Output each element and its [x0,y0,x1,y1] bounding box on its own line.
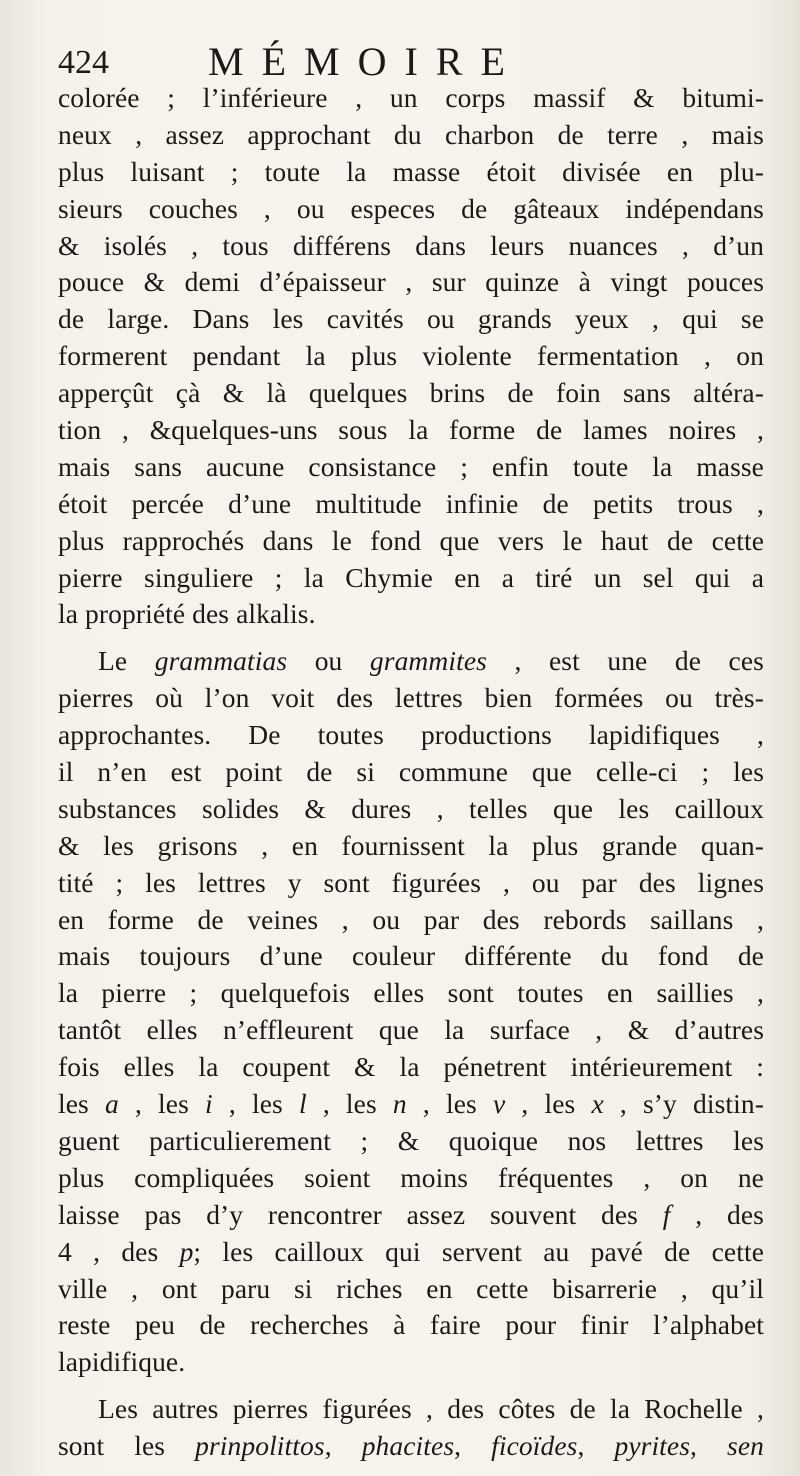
text-line [58,1234,764,1271]
term-grammites: grammites [369,645,487,677]
text-span: Le [98,645,128,677]
text-span: , les [422,1088,477,1120]
text-line: en forme de veines , ou par des rebords saillans , [58,903,764,935]
text-line: apperçût çà & là quelques brins de foin sans altéra- [58,377,764,409]
text-line: de large. Dans les cavités ou grands yeux , qui se [58,303,764,335]
letter-f: f [662,1198,671,1230]
text-span: , les [228,1088,283,1120]
text-span: , des [695,1198,764,1230]
page-number: 424 [58,44,109,81]
text-line: mais toujours d’une couleur différente du fond de [58,940,764,972]
letter-v: v [492,1088,506,1120]
term-grammatias: grammatias [154,645,288,677]
text-line: plus rapprochés dans le fond que vers le haut de cette [58,524,764,556]
text-line: tion , &quelques-uns sous la forme de lames noires , [58,414,764,446]
separator: , [690,1430,698,1462]
text-line: ville , ont paru si riches en cette bisarrerie , qu’il [58,1272,764,1304]
text-line [58,1197,764,1234]
term-phacites: phacites [361,1430,455,1462]
text-line [58,1428,764,1465]
text-line: neux , assez approchant du charbon de terre , mais [58,118,764,150]
text-line: pouce & demi d’épaisseur , sur quinze à vingt pouces [58,266,764,298]
text-line: pierres où l’on voit des lettres bien formées ou très- [58,682,764,714]
text-line: formerent pendant la plus violente fermentation , on [58,340,764,372]
text-span: les [58,1088,89,1120]
text-line: mais sans aucune consistance ; enfin toute la masse [58,450,764,482]
text-span: , est une de ces [514,645,764,677]
text-line: & isolés , tous différens dans leurs nuances , d’un [58,229,764,261]
term-pyrites: pyrites [614,1430,691,1462]
paragraph-2 [58,643,764,1381]
text-span: sont les [58,1430,166,1462]
text-span: , s’y distin- [619,1088,764,1120]
text-span: ou [314,645,343,677]
text-line: lapidifique. [58,1346,186,1378]
text-line: approchantes. De toutes productions lapidifiques , [58,719,764,751]
text-line: il n’en est point de si commune que celle-ci ; les [58,756,764,788]
text-line: plus luisant ; toute la masse étoit divisée en plu- [58,155,764,187]
text-span: , les [322,1088,377,1120]
text-line: tantôt elles n’effleurent que la surface , & d’autres [58,1014,764,1046]
text-line: guent particulierement ; & quoique nos lettres les [58,1124,764,1156]
text-line: pierre singuliere ; la Chymie en a tiré un sel qui a [58,561,764,593]
text-line: Les autres pierres figurées , des côtes de la Rochelle , [98,1393,764,1425]
body-text [58,80,764,1465]
text-span: 4 , des [58,1235,159,1267]
letter-l: l [298,1088,307,1120]
letter-n: n [392,1088,407,1120]
separator: , [577,1430,585,1462]
text-line: plus compliquées soient moins fréquentes , on ne [58,1161,764,1193]
text-line: la propriété des alkalis. [58,598,316,630]
text-span: laisse pas d’y rencontrer assez souvent des [58,1198,638,1230]
text-line: sieurs couches , ou especes de gâteaux indépendans [58,192,764,224]
text-line [58,1086,764,1123]
letter-i: i [205,1088,213,1120]
term-sen: sen [727,1430,764,1462]
text-line [58,643,764,680]
term-prinpolittos: prinpolittos [195,1430,325,1462]
separator: , [324,1430,332,1462]
running-title: MÉMOIRE [208,39,523,84]
text-line: tité ; les lettres y sont figurées , ou par des lignes [58,866,764,898]
text-line: fois elles la coupent & la pénetrent intérieurement : [58,1051,764,1083]
text-line: substances solides & dures , telles que les cailloux [58,792,764,824]
text-span: , les [521,1088,576,1120]
text-line: reste peu de recherches à faire pour finir l’alphabet [58,1309,764,1341]
text-span: , les [134,1088,189,1120]
term-ficoides: ficoïdes [491,1430,578,1462]
letter-p: p [179,1235,194,1267]
text-line: colorée ; l’inférieure , un corps massif & bitumi- [58,82,764,113]
text-line: & les grisons , en fournissent la plus grande quan- [58,829,764,861]
paragraph-1 [58,80,764,633]
paragraph-3 [58,1391,764,1465]
text-span: ; les cailloux qui servent au pavé de cette [193,1235,764,1267]
letter-x: x [591,1088,604,1120]
separator: , [454,1430,462,1462]
text-line: étoit percée d’une multitude infinie de petits trous , [58,487,764,519]
letter-a: a [104,1088,119,1120]
text-line: la pierre ; quelquefois elles sont toutes en saillies , [58,977,764,1009]
